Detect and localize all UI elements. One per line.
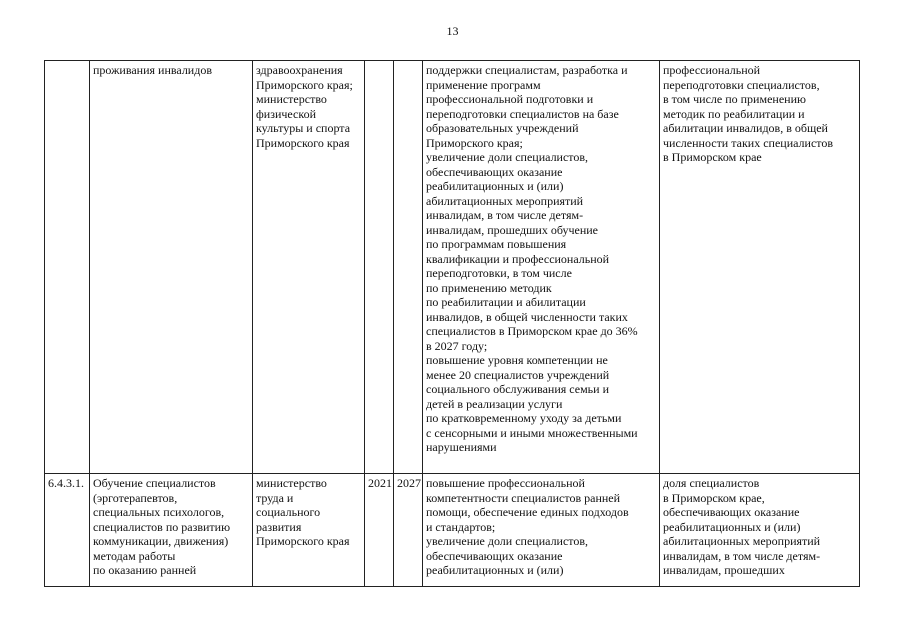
indicator-cell: доля специалистов в Приморском крае, обеспечивающих оказание реабилитационных и (или) абилитационных мероприятий инвалидам, в том числе детям- инвалидам, прошедших [660,474,860,587]
year-start-cell [365,61,394,474]
item-number-cell [45,61,90,474]
year-end-cell: 2027 [394,474,423,587]
indicator-cell: профессиональной переподготовки специалистов, в том числе по применению методик по реабилитации и абилитации инвалидов, в общей численности таких специалистов в Приморском крае [660,61,860,474]
table-row [45,474,860,587]
action-name-cell: Обучение специалистов (эрготерапевтов, специальных психологов, специалистов по развитию коммуникации, движения) методам работы по оказанию ранней [90,474,253,587]
year-end-cell [394,61,423,474]
expected-result-cell: повышение профессиональной компетентности специалистов ранней помощи, обеспечение единых подходов и стандартов; увеличение доли специалистов, обеспечивающих оказание реабилитационных и (или) [423,474,660,587]
measures-table [44,60,860,587]
table-row [45,61,860,474]
executor-cell: министерство труда и социального развития Приморского края [253,474,365,587]
action-name-cell: проживания инвалидов [90,61,253,474]
executor-cell: здравоохранения Приморского края; министерство физической культуры и спорта Приморского края [253,61,365,474]
item-number-cell: 6.4.3.1. [45,474,90,587]
year-start-cell: 2021 [365,474,394,587]
expected-result-cell: поддержки специалистам, разработка и применение программ профессиональной подготовки и переподготовки специалистов на базе образовательных учреждений Приморского края; увеличение доли специалистов, обеспечивающих оказание реабилитационных и (или) абилитационных мероприятий инвалидам, в том числе детям- инвалидам, прошедших обучение по программам повышения квалификации и профессиональной переподготовки, в том числе по применению методик по реабилитации и абилитации инвалидов, в общей численности таких специалистов в Приморском крае до 36% в 2027 году; повышение уровня компетенции не менее 20 специалистов учреждений социального обслуживания семьи и детей в реализации услуги по кратковременному уходу за детьми с сенсорными и иными множественными нарушениями [423,61,660,474]
page-number: 13 [446,24,459,38]
